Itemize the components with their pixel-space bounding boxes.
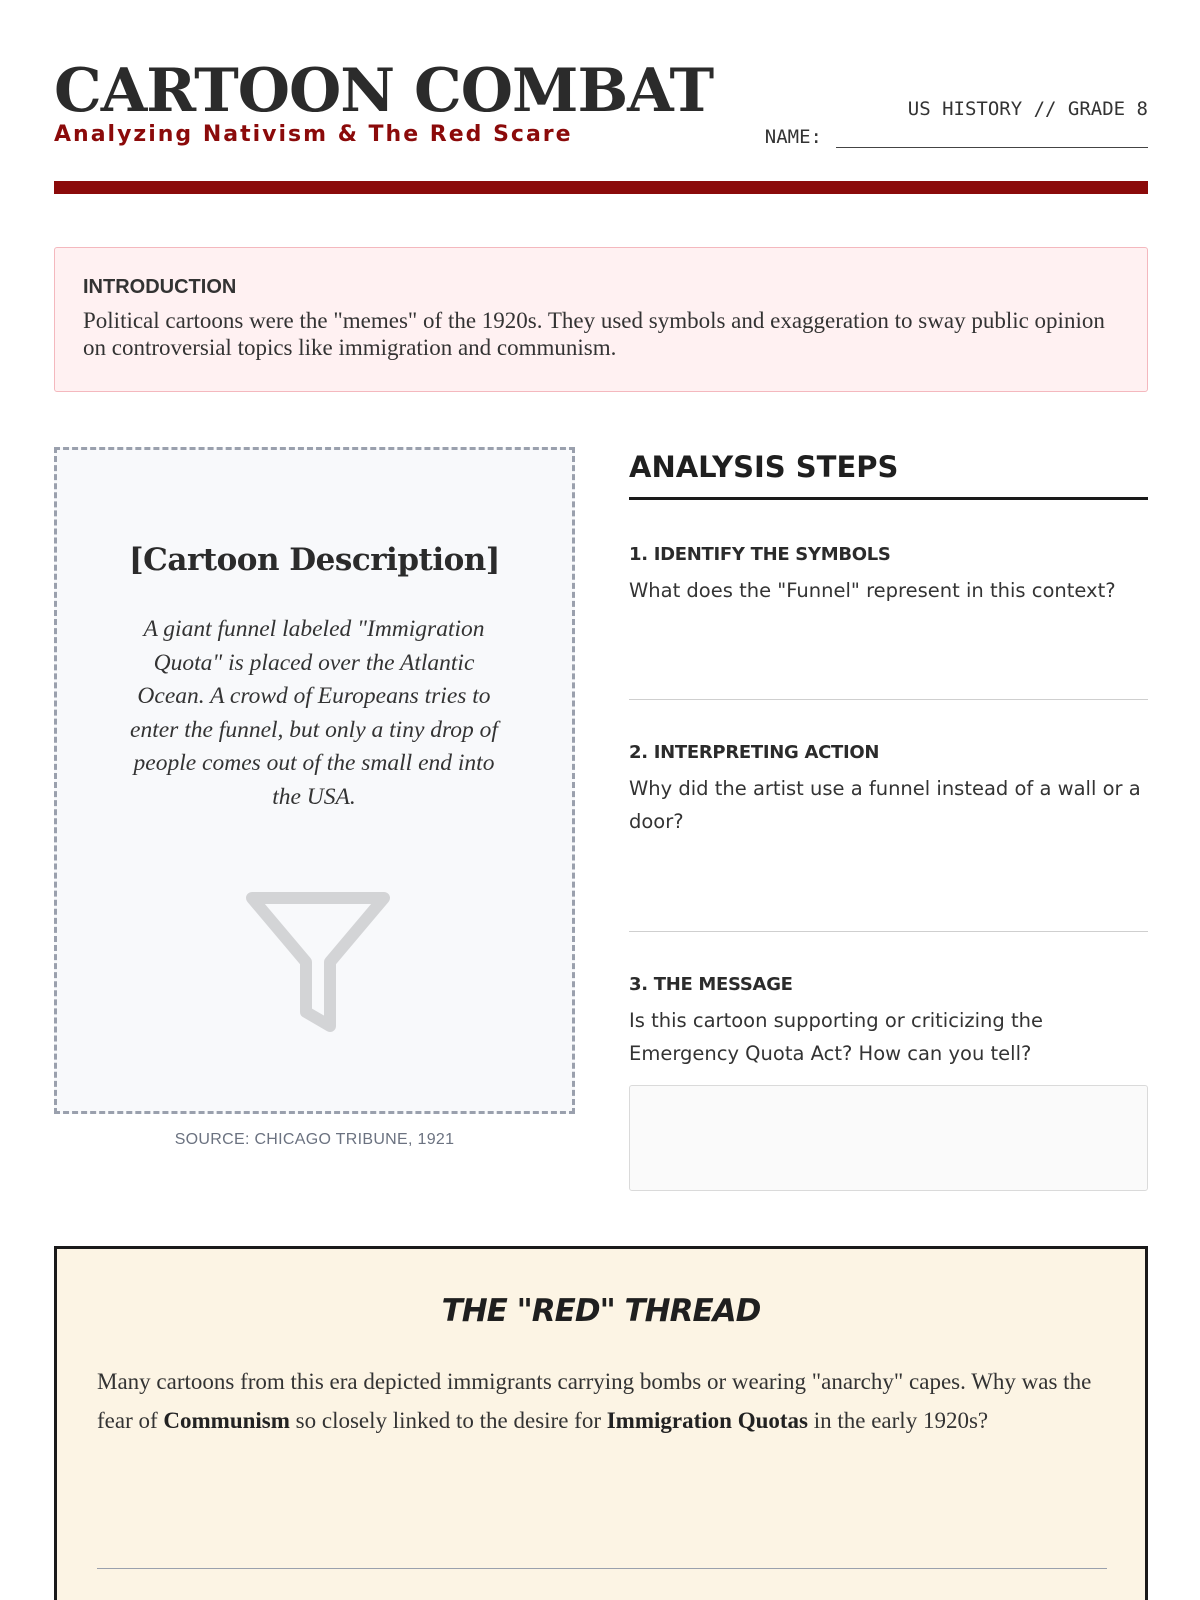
cartoon-description-box [54, 447, 575, 1114]
step-2-answer-line[interactable] [629, 931, 1148, 932]
introduction-text: Political cartoons were the "memes" of the 1920s. They used symbols and exaggeration to sway public opinion on controversial topics like immigration and communism. [83, 308, 1105, 360]
introduction-heading: INTRODUCTION [83, 276, 237, 298]
red-thread-text-c: in the early 1920s? [807, 1407, 989, 1433]
red-thread-answer-line[interactable] [97, 1568, 1107, 1569]
step-3-question: Is this cartoon supporting or criticizing the Emergency Quota Act? How can you tell? [629, 1009, 1043, 1065]
worksheet-header [54, 58, 1148, 148]
red-thread-box [54, 1246, 1148, 1600]
cartoon-title: [Cartoon Description] [129, 542, 500, 578]
funnel-icon [238, 876, 398, 1036]
name-blank-line[interactable] [836, 130, 1148, 148]
step-2-question: Why did the artist use a funnel instead of a wall or a door? [629, 777, 1141, 833]
page-title: CARTOON COMBAT [54, 56, 714, 126]
analysis-steps [629, 450, 1148, 1065]
red-thread-title: THE "RED" THREAD [441, 1293, 761, 1329]
introduction-box [54, 247, 1148, 392]
step-1-label: 1. IDENTIFY THE SYMBOLS [629, 544, 891, 565]
keyword-communism: Communism [163, 1407, 290, 1433]
red-thread-line-1: Many cartoons from this era depicted immigrants carrying bombs or wearing "anarchy" capes. [97, 1369, 966, 1394]
step-3-label: 3. THE MESSAGE [629, 974, 793, 995]
keyword-immigration-quotas: Immigration Quotas [606, 1407, 808, 1433]
red-thread-prompt [97, 1363, 1107, 1440]
step-2-label: 2. INTERPRETING ACTION [629, 742, 880, 763]
name-label: NAME: [764, 126, 822, 148]
red-thread-text-a: Why was the fear of [97, 1369, 1092, 1433]
step-3-answer-box[interactable] [629, 1085, 1148, 1191]
page-subtitle: Analyzing Nativism & The Red Scare [54, 122, 573, 147]
cartoon-source: SOURCE: CHICAGO TRIBUNE, 1921 [174, 1131, 455, 1148]
analysis-heading: ANALYSIS STEPS [629, 450, 1148, 500]
step-1-question: What does the "Funnel" represent in this context? [629, 579, 1116, 602]
red-thread-text-b: so closely linked to the desire for [289, 1407, 607, 1433]
step-1-answer-line[interactable] [629, 699, 1148, 700]
course-label: US HISTORY // GRADE 8 [907, 98, 1148, 120]
name-field[interactable] [765, 126, 1148, 148]
cartoon-description: A giant funnel labeled "Immigration Quota" is placed over the Atlantic Ocean. A crowd of Europeans tries to enter the funnel, but only a tiny drop of people comes out of the small end into the USA. [130, 616, 498, 810]
header-divider [54, 181, 1148, 194]
